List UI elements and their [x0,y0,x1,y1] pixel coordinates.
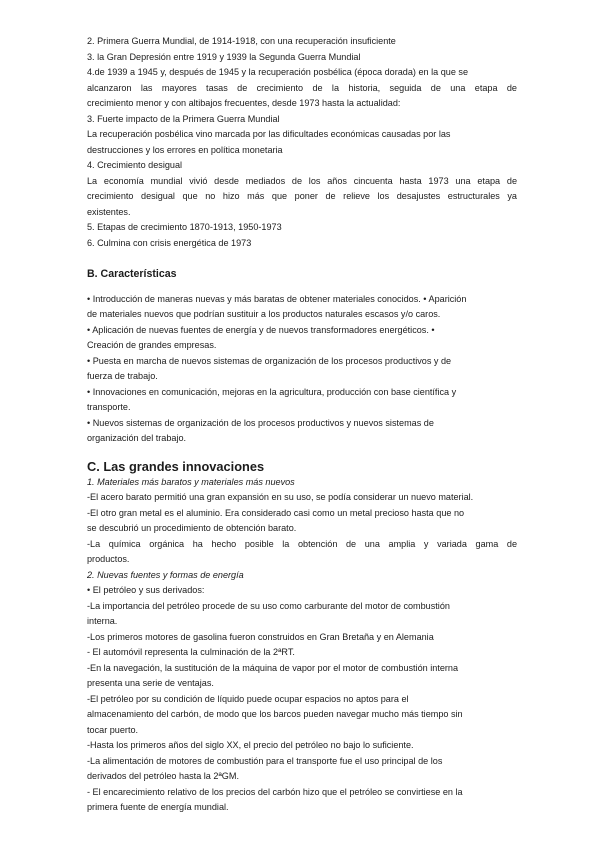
text-line: La economía mundial vivió desde mediados de los años cincuenta hasta 1973 una etapa de [87,175,517,186]
text-line: tocar puerto. [87,724,139,735]
text-line: transporte. [87,402,131,412]
text-line: 6. Culmina con crisis energética de 1973 [87,237,252,248]
text-line: se descubrió un procedimiento de obtención barato. [87,523,297,533]
text-line: • Innovaciones en comunicación, mejoras en la agricultura, producción con base científica y [87,386,457,397]
text-line: Creación de grandes empresas. [87,340,217,350]
section-b-body [87,292,517,447]
document-page [87,34,517,816]
text-line: - El automóvil representa la culminación de la 2ªRT. [87,647,295,657]
text-line: • Introducción de maneras nuevas y más baratas de obtener materiales conocidos. • Aparición [87,293,467,304]
text-line: -Hasta los primeros años del siglo XX, el precio del petróleo no bajo lo suficiente. [87,740,414,750]
text-line: • El petróleo y sus derivados: [87,585,205,595]
text-line: -El acero barato permitió una gran expansión en su uso, se podía considerar un nuevo material. [87,492,474,502]
text-line: 3. la Gran Depresión entre 1919 y 1939 la Segunda Guerra Mundial [87,51,361,62]
text-line: 5. Etapas de crecimiento 1870-1913, 1950-1973 [87,222,282,232]
subsection-heading: 2. Nuevas fuentes y formas de energía [87,569,244,580]
text-line: 3. Fuerte impacto de la Primera Guerra Mundial [87,113,280,124]
top-list [87,34,517,251]
text-line: 4.de 1939 a 1945 y, después de 1945 y la recuperación posbélica (época dorada) en la que se [87,67,469,77]
text-line: existentes. [87,206,131,217]
text-line: organización del trabajo. [87,433,187,443]
text-line: crecimiento desigual que no hizo más que poner de relieve los desajustes estructurales ya [87,191,517,201]
section-c-energy [87,583,517,816]
text-line: almacenamiento del carbón, de modo que los barcos pueden navegar mucho más tiempo sin [87,709,463,719]
text-line: 4. Crecimiento desigual [87,160,183,170]
text-line: • Nuevos sistemas de organización de los procesos productivos y nuevos sistemas de [87,417,434,428]
text-line: derivados del petróleo hasta la 2ªGM. [87,771,239,781]
text-line: alcanzaron las mayores tasas de crecimiento de la historia, seguida de una etapa de [87,82,517,93]
text-line: primera fuente de energía mundial. [87,802,229,812]
text-line: -La química orgánica ha hecho posible la obtención de una amplia y variada gama de [87,538,517,549]
text-line: - El encarecimiento relativo de los precios del carbón hizo que el petróleo se convirtiese en la [87,786,463,797]
text-line: -En la navegación, la sustitución de la máquina de vapor por el motor de combustión interna [87,662,459,673]
text-line: de materiales nuevos que podrían sustituir a los productos naturales escasos y/o caros. [87,309,441,319]
text-line: • Puesta en marcha de nuevos sistemas de organización de los procesos productivos y de [87,355,452,366]
section-b-heading: B. Características [87,268,177,280]
text-line: presenta una serie de ventajas. [87,678,214,688]
section-c-materials [87,490,517,568]
subsection-heading: 1. Materiales más baratos y materiales más nuevos [87,476,295,487]
text-line: -El petróleo por su condición de líquido puede ocupar espacios no aptos para el [87,693,409,704]
text-line: La recuperación posbélica vino marcada por las dificultades económicas causadas por las [87,129,451,139]
text-line: -La importancia del petróleo procede de su uso como carburante del motor de combustión [87,600,450,611]
text-line: -El otro gran metal es el aluminio. Era considerado casi como un metal precioso hasta que no [87,507,465,518]
text-line: -La alimentación de motores de combustión para el transporte fue el uso principal de los [87,755,443,766]
text-line: productos. [87,554,130,564]
text-line: destrucciones y los errores en política monetaria [87,144,283,155]
text-line: • Aplicación de nuevas fuentes de energía y de nuevos transformadores energéticos. • [87,324,435,335]
text-line: crecimiento menor y con altibajos frecuentes, desde 1973 hasta la actualidad: [87,98,401,108]
text-line: fuerza de trabajo. [87,371,158,381]
section-c-heading: C. Las grandes innovaciones [87,458,265,474]
text-line: 2. Primera Guerra Mundial, de 1914-1918, con una recuperación insuficiente [87,36,396,46]
text-line: interna. [87,616,118,626]
text-line: -Los primeros motores de gasolina fueron construidos en Gran Bretaña y en Alemania [87,631,434,642]
